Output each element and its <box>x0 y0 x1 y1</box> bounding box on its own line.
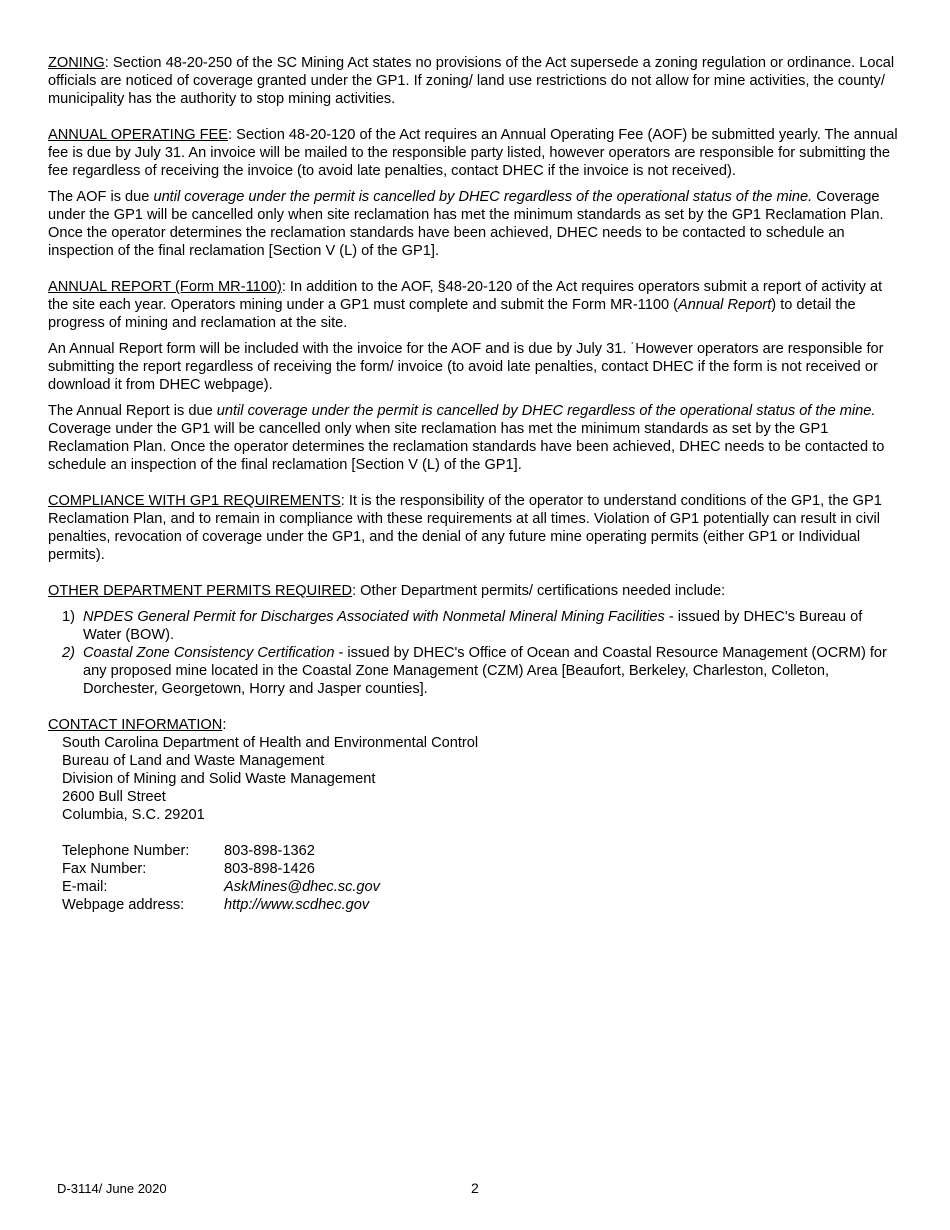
document-page <box>48 54 898 914</box>
report-due-text-b: Coverage under the GP1 will be cancelled only when site reclamation has met the minimum standards as set by the GP1 Reclamation Plan. Once the operator determines the reclamation standards have been achieved, DHEC needs to be contacted to schedule an inspection of the final reclamation [Section V (L) of the GP1]. <box>48 421 885 473</box>
permit-name: NPDES General Permit for Discharges Associated with Nonmetal Mineral Mining Facilities <box>83 609 665 625</box>
fax-row <box>62 860 380 878</box>
report-due-text-a: The Annual Report is due <box>48 403 217 419</box>
report-due-italic: until coverage under the permit is cancelled by DHEC regardless of the operational status of the mine. <box>216 403 876 419</box>
address-line: Columbia, S.C. 29201 <box>62 807 205 823</box>
zoning-text: : Section 48-20-250 of the SC Mining Act states no provisions of the Act supersede a zoning regulation or ordinance. Local officials are noticed of coverage granted under the GP1. If zoning/ land use restrictions do not allow for mine activities, the county/ municipality has the authority to stop mining activities. <box>48 55 895 107</box>
web-link[interactable] <box>224 896 380 914</box>
aof-due-text-b: Coverage under the GP1 will be cancelled only when site reclamation has met the minimum standards as set by the GP1 Reclamation Plan. Once the operator determines the reclamation standards have been achieved, DHEC needs to be contacted to schedule an inspection of the final reclamation [Section V (L) of the GP1]. <box>48 189 884 259</box>
annual-report-due-paragraph <box>48 402 898 474</box>
contact-colon: : <box>222 717 227 733</box>
form-id: D-3114/ June 2020 <box>57 1181 167 1196</box>
address-line: Division of Mining and Solid Waste Management <box>62 771 376 787</box>
email-link[interactable] <box>224 878 380 896</box>
permit-name: Coastal Zone Consistency Certification <box>83 645 335 661</box>
email-value[interactable]: AskMines@dhec.sc.gov <box>224 879 380 895</box>
fax-value: 803-898-1426 <box>224 861 315 877</box>
contact-heading-line <box>48 716 898 734</box>
web-value[interactable]: http://www.scdhec.gov <box>224 897 370 913</box>
list-item <box>48 644 898 698</box>
zoning-heading: ZONING <box>48 55 105 71</box>
contact-address <box>48 734 898 824</box>
permits-list <box>48 608 898 698</box>
annual-fee-paragraph <box>48 126 898 180</box>
email-row <box>62 878 380 896</box>
contact-details <box>62 842 380 914</box>
fax-label: Fax Number: <box>62 861 147 877</box>
web-row <box>62 896 380 914</box>
annual-fee-text: : Section 48-20-120 of the Act requires an Annual Operating Fee (AOF) be submitted yearly. The annual fee is due by July 31. An invoice will be mailed to the responsible party listed, however operators are responsible for submitting the fee regardless of receiving the invoice (to avoid late penalties, contact DHEC if the invoice is not received). <box>48 127 898 179</box>
list-item <box>48 608 898 644</box>
web-label: Webpage address: <box>62 897 185 913</box>
address-line: 2600 Bull Street <box>62 789 166 805</box>
aof-due-italic: until coverage under the permit is cancelled by DHEC regardless of the operational status of the mine. <box>153 189 813 205</box>
permit-detail: - issued by DHEC's Office of Ocean and Coastal Resource Management (OCRM) for any proposed mine located in the Coastal Zone Management (CZM) Area [Beaufort, Berkeley, Charleston, Colleton, Dorchester, Georgetown, Horry and Jasper counties]. <box>83 645 887 697</box>
list-number: 1) <box>62 609 75 625</box>
aof-due-paragraph <box>48 188 898 260</box>
annual-report-text-a: : In addition to the AOF, §48-20-120 of the Act requires operators submit a report of activity at the site each year. Operators mining under a GP1 must complete and submit the Form MR-1100 ( <box>48 279 883 313</box>
address-line: South Carolina Department of Health and Environmental Control <box>62 735 479 751</box>
compliance-text: : It is the responsibility of the operator to understand conditions of the GP1, the GP1 Reclamation Plan, and to remain in compliance with these requirements at all times. Violation of GP1 potentially can result in civil penalties, revocation of coverage under the GP1, and the denial of any future mine operating permits (either GP1 or Individual permits). <box>48 493 882 563</box>
compliance-heading: COMPLIANCE WITH GP1 REQUIREMENTS <box>48 493 341 509</box>
annual-fee-heading: ANNUAL OPERATING FEE <box>48 127 229 143</box>
contact-heading: CONTACT INFORMATION <box>48 717 223 733</box>
other-permits-text: : Other Department permits/ certifications needed include: <box>352 583 726 599</box>
annual-report-paragraph <box>48 278 898 332</box>
other-permits-paragraph <box>48 582 898 600</box>
permit-detail: - issued by DHEC's Bureau of Water (BOW). <box>83 609 863 643</box>
zoning-paragraph <box>48 54 898 108</box>
phone-label: Telephone Number: <box>62 843 190 859</box>
annual-report-form-paragraph: An Annual Report form will be included with the invoice for the AOF and is due by July 31. ˙However operators are responsible for submitting the report regardless of receiving the form/ invoice (to avoid late penalties, contact DHEC if the form is not received or download it from DHEC webpage). <box>48 341 884 393</box>
aof-due-text-a: The AOF is due <box>48 189 154 205</box>
annual-report-heading: ANNUAL REPORT (Form MR-1100) <box>48 279 282 295</box>
annual-report-text-b: ) to detail the progress of mining and reclamation at the site. <box>48 297 856 331</box>
compliance-paragraph <box>48 492 898 564</box>
list-number: 2) <box>62 645 75 661</box>
phone-value: 803-898-1362 <box>224 843 315 859</box>
address-line: Bureau of Land and Waste Management <box>62 753 325 769</box>
phone-row <box>62 842 380 860</box>
page-number: 2 <box>471 1180 479 1196</box>
email-label: E-mail: <box>62 879 108 895</box>
annual-report-italic: Annual Report <box>677 297 772 313</box>
other-permits-heading: OTHER DEPARTMENT PERMITS REQUIRED <box>48 583 353 599</box>
